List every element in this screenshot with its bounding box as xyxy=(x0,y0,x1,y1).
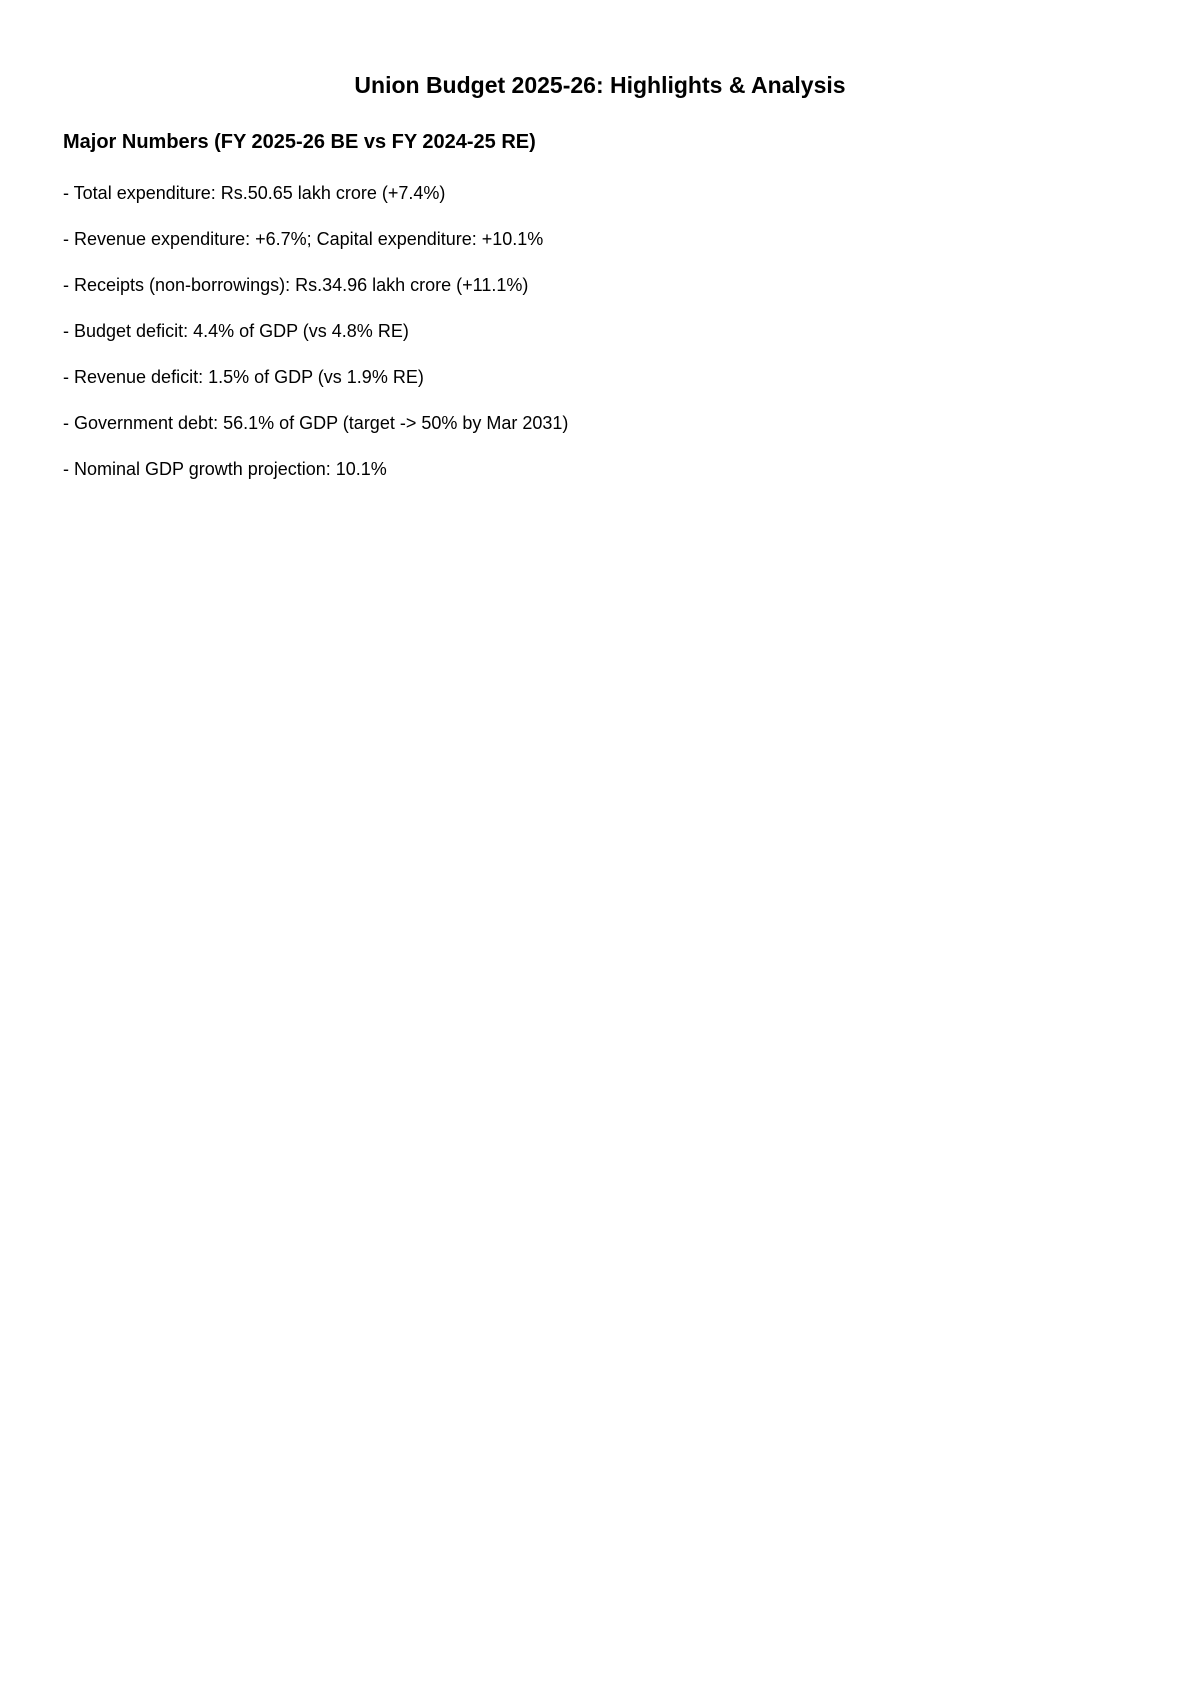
list-item-total-expenditure: - Total expenditure: Rs.50.65 lakh crore (+7.4%) xyxy=(63,183,446,203)
list-item-revenue-capital-expenditure: - Revenue expenditure: +6.7%; Capital expenditure: +10.1% xyxy=(63,229,544,249)
list-item-revenue-deficit: - Revenue deficit: 1.5% of GDP (vs 1.9% RE) xyxy=(63,367,424,387)
section-heading: Major Numbers (FY 2025-26 BE vs FY 2024-25 RE) xyxy=(63,131,536,153)
list-item-receipts: - Receipts (non-borrowings): Rs.34.96 lakh crore (+11.1%) xyxy=(63,275,529,295)
list-item-government-debt: - Government debt: 56.1% of GDP (target -> 50% by Mar 2031) xyxy=(63,413,569,433)
list-item-nominal-gdp-growth: - Nominal GDP growth projection: 10.1% xyxy=(63,459,387,479)
document-title: Union Budget 2025-26: Highlights & Analysis xyxy=(354,72,846,98)
bullet-list xyxy=(63,180,568,502)
list-item-budget-deficit: - Budget deficit: 4.4% of GDP (vs 4.8% RE) xyxy=(63,321,409,341)
